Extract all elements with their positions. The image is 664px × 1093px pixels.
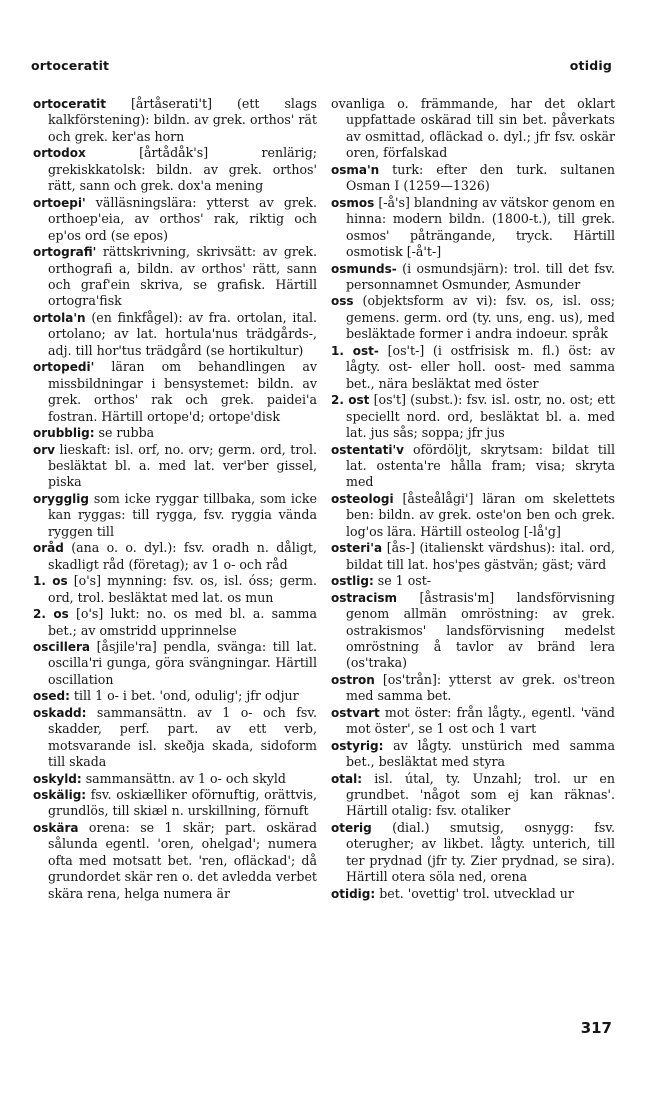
- dictionary-entry: [331, 590, 615, 672]
- entry-text: läran om behandlingen av missbildningar i bensystemet: bildn. av grek. orthos' rak och grek. paidei'a fostran. Härtill ortope'd; ortope'disk: [48, 359, 317, 424]
- entry-text: se 1 ost-: [373, 573, 432, 589]
- entry-text: ovanliga o. främmande, har det oklart uppfattade oskärad till sin bet. påverkats av osmittad, ofläckad o. dyl.; jfr fsv. oskär oren, förfalskad: [331, 96, 615, 161]
- dictionary-entry: [33, 820, 317, 902]
- dictionary-entry: [331, 540, 615, 573]
- dictionary-entry: [331, 195, 615, 261]
- entry-headword: otidig:: [331, 886, 376, 901]
- entry-headword: otal:: [331, 771, 362, 786]
- entry-headword: osma'n: [331, 162, 380, 177]
- dictionary-entry: [331, 886, 615, 902]
- entry-text: (i osmundsjärn): trol. till det fsv. personnamnet Osmunder, Asmunder: [346, 260, 615, 292]
- page-number: 317: [580, 1019, 612, 1037]
- dictionary-entry: [331, 573, 615, 589]
- entry-text: som icke ryggar tillbaka, som icke kan ryggas: till rygga, fsv. ryggia vända ryggen till: [48, 490, 317, 539]
- entry-headword: oskälig:: [33, 788, 87, 803]
- entry-text: av lågty. unstürich med samma bet., besläktat med styra: [346, 737, 615, 770]
- entry-headword: 2. ost: [331, 393, 370, 408]
- dictionary-entry: [33, 244, 317, 310]
- entry-text: [o's] lukt: no. os med bl. a. samma bet.; av omstridd upprinnelse: [48, 606, 317, 638]
- running-head-left: ortoceratit: [31, 58, 110, 73]
- dictionary-entry: [33, 688, 317, 704]
- entry-headword: oscillera: [33, 639, 90, 654]
- entry-text: lieskaft: isl. orf, no. orv; germ. ord, trol. besläktat bl. a. med lat. ver'ber gissel, piska: [48, 441, 317, 490]
- entry-text: [årtådåk's] renlärig; grekiskkatolsk: bildn. av grek. orthos' rätt, sann och grek. dox'a mening: [48, 145, 317, 194]
- entry-text: orena: se 1 skär; part. oskärad sålunda egentl. 'oren, ohelgad'; numera ofta med motsatt bet. 'ren, ofläckad'; då grundordet skär ren o. det avledda verbet skära rena, helga numera är: [48, 819, 317, 901]
- dictionary-entry: [33, 787, 317, 820]
- running-head-right: otidig: [569, 58, 612, 73]
- entry-headword: 1. os: [33, 574, 68, 589]
- left-column: [33, 96, 317, 902]
- entry-text: mot öster: från lågty., egentl. 'vänd mot öster', se 1 ost och 1 vart: [346, 704, 615, 737]
- entry-text: (objektsform av vi): fsv. os, isl. oss; gemens. germ. ord (ty. uns, eng. us), med besläktade former i andra indoeur. språk: [346, 293, 615, 342]
- entry-text: [årtåserati't] (ett slags kalkförstening): bildn. av grek. orthos' rät och grek. ker'as horn: [48, 96, 317, 144]
- entry-text: ofördöljt, skrytsam: bildat till lat. ostenta're hålla fram; visa; skryta med: [346, 441, 615, 490]
- entry-text: [os't] (subst.): fsv. isl. ostr, no. ost; ett speciellt nord. ord, besläktat bl. a. med lat. jus sås; soppa; jfr jus: [346, 392, 615, 441]
- dictionary-entry: [33, 442, 317, 491]
- entry-headword: osmunds-: [331, 261, 397, 276]
- entry-text: [os'trån]: ytterst av grek. os'treon med samma bet.: [346, 671, 615, 704]
- dictionary-entry: [331, 343, 615, 392]
- entry-headword: ostron: [331, 672, 375, 687]
- dictionary-entry: [33, 491, 317, 540]
- dictionary-entry: [33, 771, 317, 787]
- entry-text: se rubba: [94, 425, 155, 441]
- entry-text: fsv. oskiælliker oförnuftig, orättvis, grundlös, till skiæl n. urskillning, förnuft: [48, 787, 317, 819]
- entry-headword: ostracism: [331, 590, 398, 605]
- entry-headword: orygglig: [33, 491, 89, 506]
- dictionary-entry: [33, 96, 317, 145]
- entry-text: (en finkfågel): av fra. ortolan, ital. ortolano; av lat. hortula'nus trädgårds-, adj. till hor'tus trädgård (se hortikultur): [48, 309, 317, 358]
- entry-headword: ortoepi': [33, 195, 86, 210]
- entry-text: bet. 'ovettig' trol. utvecklad ur: [375, 885, 574, 901]
- entry-headword: ortopedi': [33, 360, 95, 375]
- right-column: [331, 96, 615, 902]
- dictionary-entry: [33, 606, 317, 639]
- entry-text: isl. útal, ty. Unzahl; trol. ur en grundbet. 'något som ej kan räknas'. Härtill otalig: fsv. otaliker: [346, 770, 615, 819]
- dictionary-entry: [331, 442, 615, 491]
- dictionary-entry: [33, 540, 317, 573]
- entry-text: turk: efter den turk. sultanen Osman I (1259—1326): [346, 161, 615, 194]
- dictionary-entry: [33, 195, 317, 244]
- entry-headword: osmos: [331, 195, 375, 210]
- entry-headword: oskyld:: [33, 771, 82, 786]
- entry-text: [os't-] (i ostfrisisk m. fl.) öst: av lågty. ost- eller holl. oost- med samma bet., nära besläktat med öster: [346, 342, 615, 391]
- entry-text: [-å's] blandning av vätskor genom en hinna: modern bildn. (1800-t.), till grek. osmos' påträngande, tryck. Härtill osmotisk [-å't-]: [346, 194, 615, 260]
- dictionary-entry: [331, 491, 615, 540]
- entry-headword: osed:: [33, 689, 70, 704]
- entry-headword: ortodox: [33, 146, 86, 161]
- dictionary-entry: [331, 162, 615, 195]
- entry-text: (dial.) smutsig, osnygg: fsv. oterugher; av likbet. lågty. unterich, till ter prydnad (jfr ty. Zier prydnad, se sira). Härtill otera söla ned, orena: [346, 819, 615, 885]
- entry-headword: ostentati'v: [331, 442, 404, 457]
- entry-headword: ostlig:: [331, 574, 374, 589]
- dictionary-entry: [33, 705, 317, 771]
- entry-headword: 1. ost-: [331, 343, 379, 358]
- entry-headword: ostvart: [331, 705, 380, 720]
- dictionary-entry: [331, 820, 615, 886]
- entry-headword: osteologi: [331, 491, 394, 506]
- entry-headword: oss: [331, 294, 354, 309]
- entry-headword: ortoceratit: [33, 97, 106, 111]
- entry-text: sammansättn. av 1 o- och skyld: [81, 770, 286, 786]
- entry-text: [ås-] (italienskt värdshus): ital. ord, bildat till lat. hos'pes gästvän; gäst; värd: [346, 540, 615, 572]
- dictionary-entry: [331, 771, 615, 820]
- entry-text: [åstrasis'm] landsförvisning genom allmän omröstning: av grek. ostrakismos' landsförvisning medelst omröstning å tavlor av bränd lera (os'traka): [346, 589, 615, 671]
- dictionary-entry: [33, 310, 317, 359]
- entry-headword: orubblig:: [33, 426, 95, 441]
- entry-text: välläsningslära: ytterst av grek. orthoep'eia, av orthos' rak, riktig och ep'os ord (se epos): [48, 194, 317, 243]
- entry-headword: oskära: [33, 820, 79, 835]
- dictionary-entry: [33, 359, 317, 425]
- dictionary-entry: [331, 392, 615, 441]
- entry-headword: ortografi': [33, 245, 97, 260]
- entry-headword: ortola'n: [33, 310, 86, 325]
- dictionary-entry: [331, 705, 615, 738]
- dictionary-entry: [33, 425, 317, 441]
- entry-text: till 1 o- i bet. 'ond, odulig'; jfr odjur: [69, 688, 299, 704]
- entry-text: [åsjile'ra] pendla, svänga: till lat. oscilla'ri gunga, göra svängningar. Härtill oscillation: [48, 638, 317, 687]
- entry-text: rättskrivning, skrivsätt: av grek. orthografi a, bildn. av orthos' rätt, sann och graf'ein skriva, se grafisk. Härtill ortogra'fisk: [48, 244, 317, 309]
- entry-text: [åsteålågi'] läran om skelettets ben: bildn. av grek. oste'on ben och grek. log'os lära. Härtill osteolog [-lå'g]: [346, 490, 615, 539]
- entry-headword: oterig: [331, 820, 372, 835]
- dictionary-entry: [331, 738, 615, 771]
- entry-headword: orv: [33, 442, 55, 457]
- dictionary-entry: [331, 261, 615, 294]
- dictionary-entry: [331, 672, 615, 705]
- dictionary-entry: [331, 293, 615, 342]
- entry-text: (ana o. o. dyl.): fsv. oradh n. dåligt, skadligt råd (företag); av 1 o- och råd: [48, 540, 317, 572]
- entry-headword: oskadd:: [33, 705, 87, 720]
- entry-text: [o's] mynning: fsv. os, isl. óss; germ. ord, trol. besläktat med lat. os mun: [48, 573, 317, 605]
- entry-headword: osteri'a: [331, 541, 383, 556]
- dictionary-entry: [33, 145, 317, 194]
- entry-headword: 2. os: [33, 607, 69, 622]
- entry-headword: ostyrig:: [331, 738, 384, 753]
- entry-headword: oråd: [33, 541, 64, 556]
- entry-text: sammansättn. av 1 o- och fsv. skadder, perf. part. av ett verb, motsvarande isl. skeðja skada, sidoform till skada: [48, 704, 317, 770]
- dictionary-entry: [33, 573, 317, 606]
- dictionary-entry: [331, 96, 615, 162]
- dictionary-entry: [33, 639, 317, 688]
